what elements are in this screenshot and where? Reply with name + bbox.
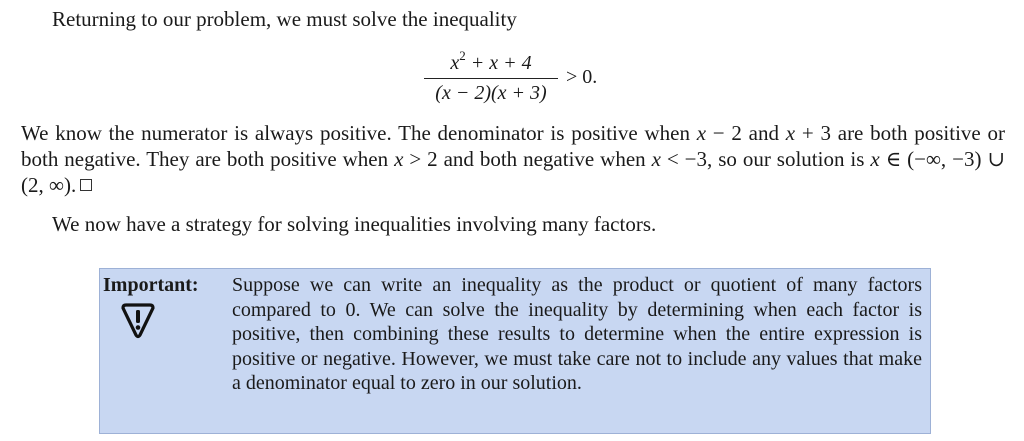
qed-square-icon	[80, 179, 92, 191]
important-callout-box	[99, 268, 931, 434]
explanation-paragraph: We know the numerator is always positive. The denominator is positive when x − 2 and x + 3 are both positive or both negative. They are both positive when x > 2 and both negative when x < −3, so our solution is x ∈ (−∞, −3) ∪ (2, ∞).	[21, 121, 1005, 197]
strategy-paragraph: We now have a strategy for solving inequalities involving many factors.	[52, 212, 657, 236]
important-text: Suppose we can write an inequality as the product or quotient of many factors compared to 0. We can solve the inequality by determining when each factor is positive, then combining these results to determine when the entire expression is positive or negative. However, we must take care not to include any values that make a denominator equal to zero in our solution.	[232, 274, 922, 394]
important-label: Important:	[103, 274, 199, 296]
equation-numerator: $x^2 + x + 4$	[450, 48, 532, 74]
intro-paragraph: Returning to our problem, we must solve the inequality	[52, 7, 517, 31]
warning-exclamation-icon	[118, 301, 158, 341]
equation-denominator: (x − 2)(x + 3)	[435, 82, 547, 104]
fraction-bar	[424, 78, 558, 79]
equation-relation: > 0.	[566, 66, 598, 88]
